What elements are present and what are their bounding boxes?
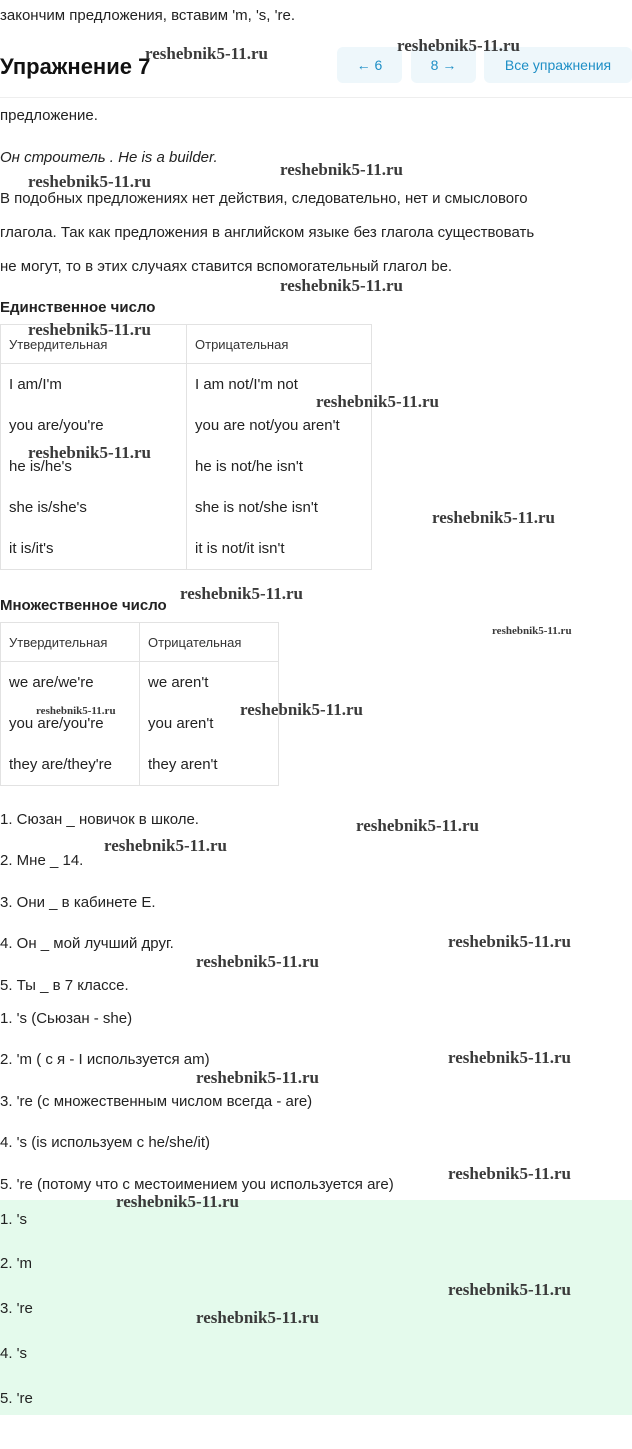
table-header-cell: Утвердительная: [1, 623, 140, 662]
theory-paragraph-line: не могут, то в этих случаях ставится вспомогательный глагол be.: [0, 258, 453, 275]
watermark: reshebnik5-11.ru: [116, 1192, 239, 1211]
watermark: reshebnik5-11.ru: [240, 700, 363, 719]
watermark: reshebnik5-11.ru: [36, 705, 116, 717]
theory-paragraph-line: В подобных предложениях нет действия, следовательно, нет и смыслового: [0, 190, 528, 207]
table-row: [1, 528, 372, 570]
table-cell: I am not/I'm not: [187, 364, 372, 406]
table-cell: she is not/she isn't: [187, 487, 372, 528]
table-cell: it is not/it isn't: [187, 528, 372, 570]
answer-item: 4. 's: [0, 1345, 28, 1362]
watermark: reshebnik5-11.ru: [196, 1068, 319, 1087]
prev-exercise-button[interactable]: ← 6: [337, 47, 402, 83]
watermark: reshebnik5-11.ru: [448, 1280, 571, 1299]
page-title: Упражнение 7: [0, 54, 151, 79]
theory-paragraph-line: глагола. Так как предложения в английском языке без глагола существовать: [0, 224, 535, 241]
task-item: 5. Ты _ в 7 классе.: [0, 977, 129, 994]
task-item: 4. Он _ мой лучший друг.: [0, 935, 174, 952]
watermark: reshebnik5-11.ru: [28, 320, 151, 339]
table-cell: he is/he's: [1, 446, 187, 487]
watermark: reshebnik5-11.ru: [28, 172, 151, 191]
watermark: reshebnik5-11.ru: [448, 1048, 571, 1067]
answer-item: 5. 're: [0, 1390, 33, 1407]
header-divider: [0, 97, 632, 98]
explanation-item: 4. 's (is используем с he/she/it): [0, 1134, 211, 1151]
task-item: 3. Они _ в кабинете E.: [0, 894, 156, 911]
watermark: reshebnik5-11.ru: [356, 816, 479, 835]
table-header-cell: Отрицательная: [140, 623, 279, 662]
watermark: reshebnik5-11.ru: [180, 584, 303, 603]
explanation-item: 3. 're (с множественным числом всегда - are): [0, 1093, 313, 1110]
watermark: reshebnik5-11.ru: [448, 1164, 571, 1183]
table-cell: they are/they're: [1, 744, 140, 786]
task-item: 1. Сюзан _ новичок в школе.: [0, 811, 199, 828]
table-cell: she is/she's: [1, 487, 187, 528]
intro-text: закончим предложения, вставим 'm, 's, 're.: [0, 7, 296, 24]
watermark: reshebnik5-11.ru: [316, 392, 439, 411]
watermark: reshebnik5-11.ru: [432, 508, 555, 527]
next-exercise-button[interactable]: 8 →: [411, 47, 476, 83]
watermark: reshebnik5-11.ru: [104, 836, 227, 855]
table-header-cell: Отрицательная: [187, 325, 372, 364]
answer-item: 1. 's: [0, 1211, 28, 1228]
watermark: reshebnik5-11.ru: [145, 44, 268, 63]
table-row: [1, 487, 372, 528]
explanation-item: 5. 're (потому что с местоимением you используется are): [0, 1176, 394, 1193]
task-item: 2. Мне _ 14.: [0, 852, 84, 869]
watermark: reshebnik5-11.ru: [196, 952, 319, 971]
answer-item: 2. 'm: [0, 1255, 33, 1272]
table-row: [1, 662, 279, 704]
table-header-cell: Утвердительная: [1, 325, 187, 364]
explanation-item: 2. 'm ( с я - I используется am): [0, 1051, 210, 1068]
table-cell: we are/we're: [1, 662, 140, 704]
table-cell: you are/you're: [1, 703, 140, 744]
all-exercises-button[interactable]: Все упражнения: [484, 47, 632, 83]
table-cell: I am/I'm: [1, 364, 187, 406]
table-row: [1, 744, 279, 786]
table-cell: they aren't: [140, 744, 279, 786]
watermark: reshebnik5-11.ru: [196, 1308, 319, 1327]
table-cell: it is/it's: [1, 528, 187, 570]
watermark: reshebnik5-11.ru: [448, 932, 571, 951]
table-cell: you are not/you aren't: [187, 405, 372, 446]
watermark: reshebnik5-11.ru: [28, 443, 151, 462]
theory-line: предложение.: [0, 107, 98, 124]
explanation-item: 1. 's (Сьюзан - she): [0, 1010, 133, 1027]
table-cell: you aren't: [140, 703, 279, 744]
table-cell: we aren't: [140, 662, 279, 704]
plural-heading: Множественное число: [0, 597, 167, 614]
singular-heading: Единственное число: [0, 299, 156, 316]
table-cell: you are/you're: [1, 405, 187, 446]
watermark: reshebnik5-11.ru: [397, 36, 520, 55]
answer-item: 3. 're: [0, 1300, 33, 1317]
table-cell: he is not/he isn't: [187, 446, 372, 487]
watermark: reshebnik5-11.ru: [280, 276, 403, 295]
table-header-row: [1, 623, 279, 662]
theory-example: Он строитель . He is a builder.: [0, 149, 218, 166]
watermark: reshebnik5-11.ru: [280, 160, 403, 179]
watermark: reshebnik5-11.ru: [492, 625, 572, 637]
